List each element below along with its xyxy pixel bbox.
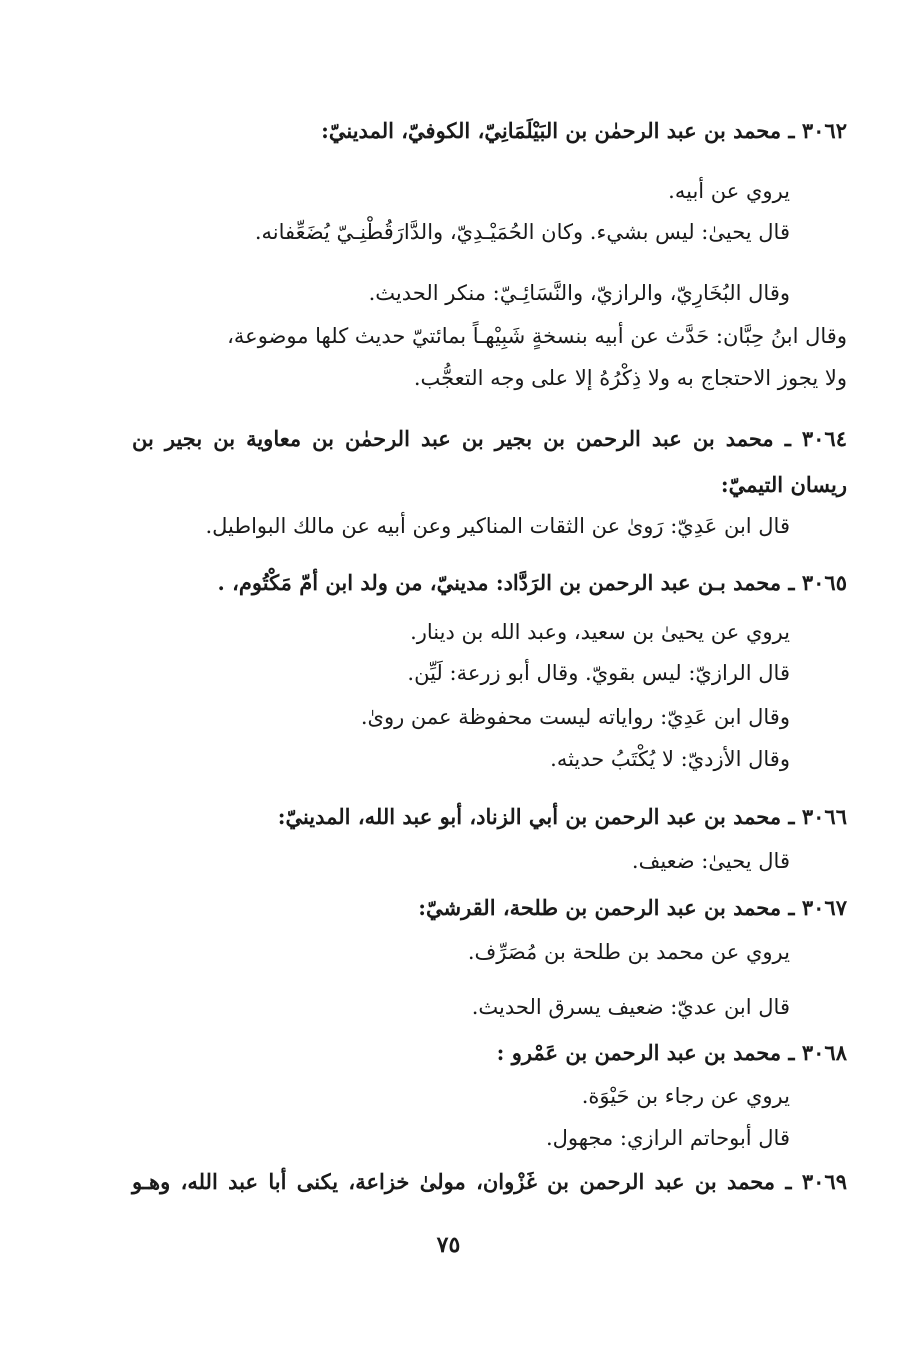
entry-3064-heading-cont: ريسان التيميّ:	[720, 472, 847, 497]
page-number: ٧٥	[436, 1232, 461, 1258]
entry-3062-text-1: يروي عن أبيه.	[668, 179, 790, 203]
entry-3062-heading: ٣٠٦٢ ـ محمد بن عبد الرحمٰن بن البَيْلَمَانِيّ، الكوفيّ، المدينيّ:	[321, 118, 847, 143]
entry-3064-heading: ٣٠٦٤ ـ محمد بن عبد الرحمن بن بجير بن عبد الرحمٰن بن معاوية بن بجير بن	[132, 426, 847, 451]
entry-3066-text-1: قال يحيىٰ: ضعيف.	[631, 849, 790, 873]
entry-3065-text-1: يروي عن يحيىٰ بن سعيد، وعبد الله بن دينار.	[410, 620, 790, 644]
entry-3068-text-1: يروي عن رجاء بن حَيْوَة.	[581, 1084, 790, 1108]
entry-3062-text-2: قال يحيىٰ: ليس بشيء. وكان الحُمَيْـدِيّ، والدَّارَقُطْنِـيّ يُضَعِّفانه.	[254, 220, 790, 244]
entry-3062-text-5: ولا يجوز الاحتجاج به ولا ذِكْرُهُ إلا على وجه التعجُّب.	[413, 366, 847, 390]
entry-3067-heading: ٣٠٦٧ ـ محمد بن عبد الرحمن بن طلحة، القرشيّ:	[418, 895, 847, 920]
entry-3065-text-4: وقال الأزديّ: لا يُكْتَبُ حديثه.	[550, 747, 790, 771]
entry-3069-heading: ٣٠٦٩ ـ محمد بن عبد الرحمن بن غَزْوان، مولىٰ خزاعة، يكنى أبا عبد الله، وهـو	[132, 1169, 847, 1194]
entry-3066-heading: ٣٠٦٦ ـ محمد بن عبد الرحمن بن أبي الزناد، أبو عبد الله، المدينيّ:	[277, 804, 847, 829]
entry-3068-heading: ٣٠٦٨ ـ محمد بن عبد الرحمن بن عَمْرو :	[496, 1040, 847, 1065]
entry-3062-text-4: وقال ابنُ حِبَّان: حَدَّث عن أبيه بنسخةٍ شَبِيْهـاً بمائتيّ حديث كلها موضوعة،	[227, 324, 847, 348]
entry-3065-text-3: وقال ابن عَدِيّ: رواياته ليست محفوظة عمن روىٰ.	[360, 705, 790, 729]
entry-3065-text-2: قال الرازيّ: ليس بقويّ. وقال أبو زرعة: لَيِّن.	[407, 661, 790, 685]
entry-3067-text-1: يروي عن محمد بن طلحة بن مُصَرِّف.	[467, 940, 790, 964]
entry-3068-text-2: قال أبوحاتم الرازي: مجهول.	[545, 1126, 790, 1150]
entry-3067-text-2: قال ابن عديّ: ضعيف يسرق الحديث.	[471, 995, 790, 1019]
entry-3065-heading: ٣٠٦٥ ـ محمد بـن عبد الرحمن بن الرَدَّاد: مدينيّ، من ولد ابن أمّ مَكْتُوم، .	[217, 570, 847, 595]
entry-3062-text-3: وقال البُخَارِيّ، والرازيّ، والنَّسَائِـيّ: منكر الحديث.	[368, 281, 790, 305]
entry-3064-text-1: قال ابن عَدِيّ: رَوىٰ عن الثقات المناكير وعن أبيه عن مالك البواطيل.	[205, 514, 790, 538]
